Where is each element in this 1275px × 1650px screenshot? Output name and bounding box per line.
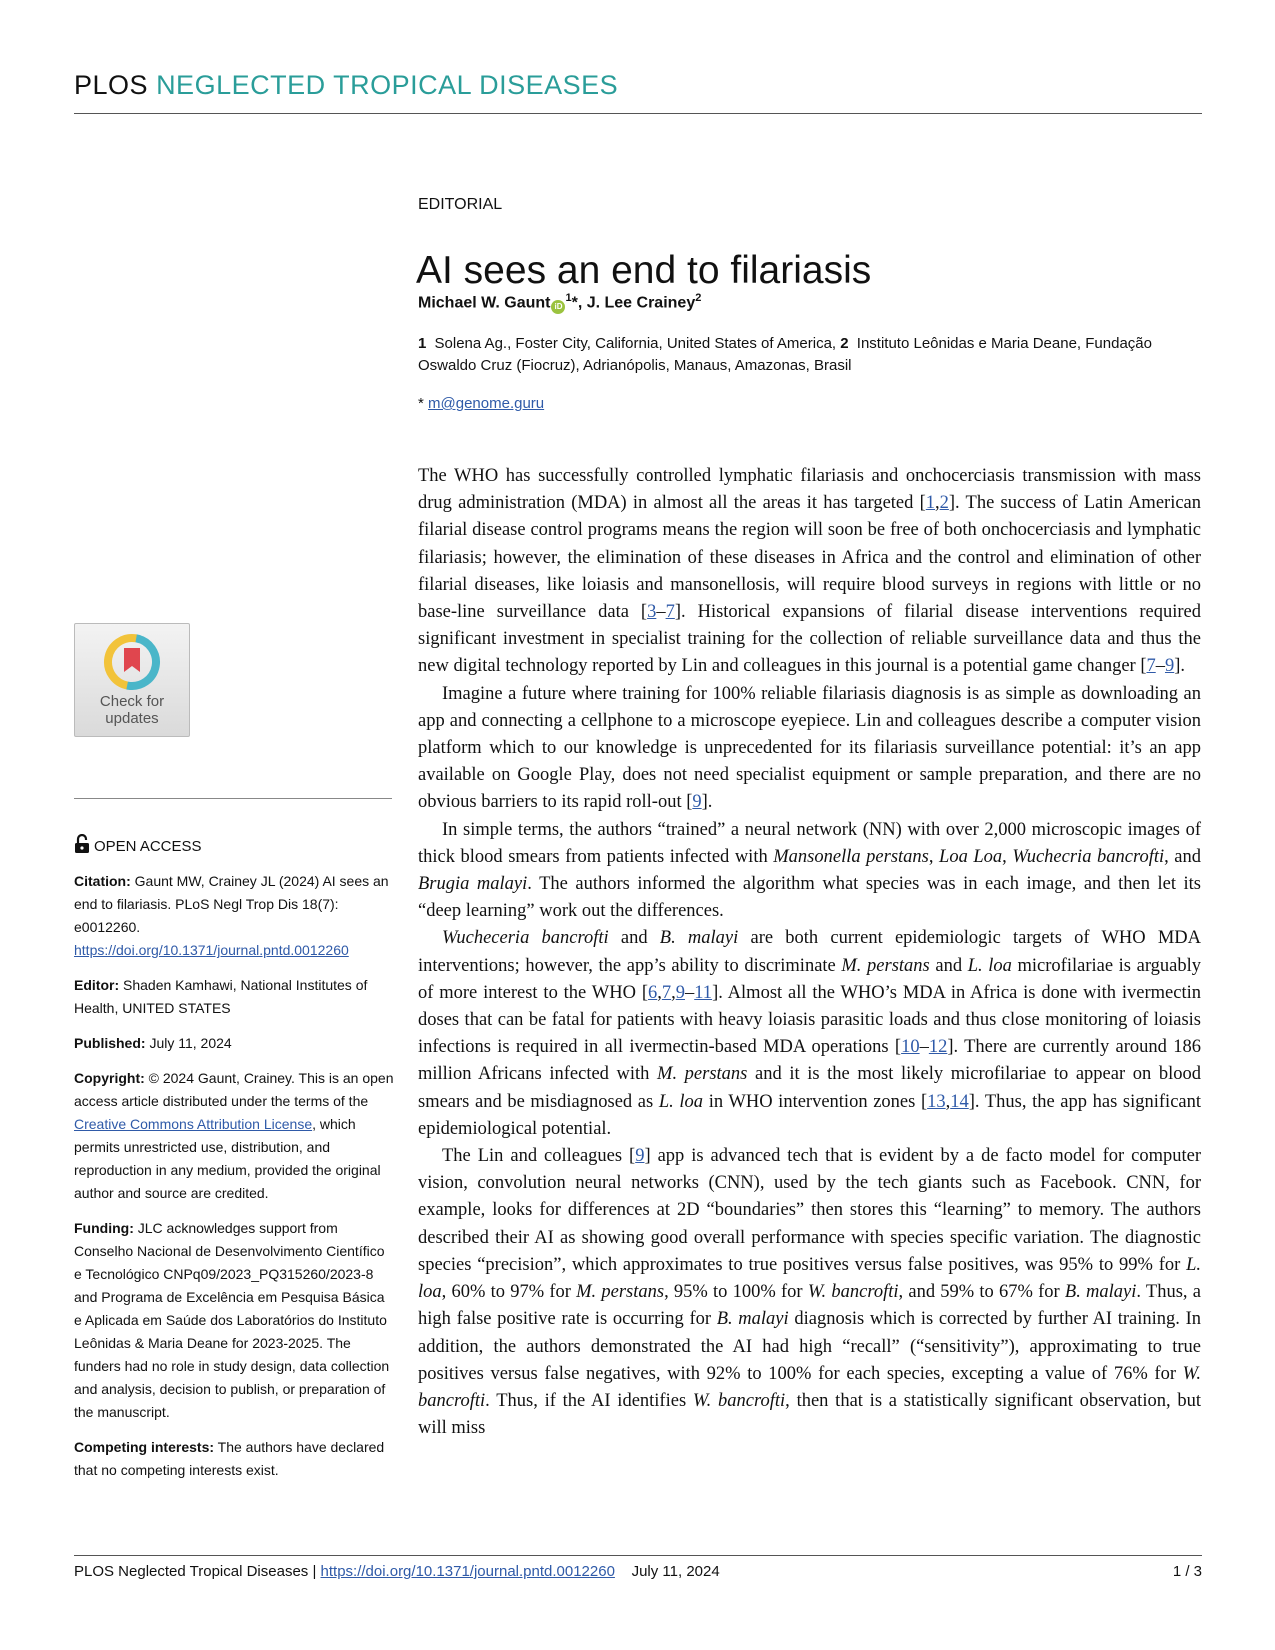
text-run: , then that is a statistically significant observation, but will miss <box>418 1390 1201 1439</box>
badge-label-line: updates <box>105 710 159 727</box>
species-name: W. bancrofti <box>418 1363 1201 1411</box>
text-run: The Lin and colleagues [ <box>442 1146 636 1167</box>
plos-logo-text: PLOS <box>74 70 149 100</box>
text-run: and <box>935 955 963 976</box>
body-paragraph: In simple terms, the authors “trained” a neural network (NN) with over 2,000 microscopic images of thick blood smears from patients infected with Mansonella perstans, Loa Loa, Wuchecria bancrofti, and Brugia malayi. The authors informed the algorithm what species was in each image, and then let its “deep learning” work out the differences. <box>418 819 1202 922</box>
species-name: L. loa <box>967 955 1012 976</box>
badge-label <box>75 693 189 727</box>
reference-link[interactable]: 7 <box>1146 656 1156 677</box>
journal-header <box>74 68 1202 102</box>
body-paragraph <box>418 1143 1201 1442</box>
text-run: . Thus, if the AI identifies <box>485 1390 687 1411</box>
author-name: Michael W. Gaunt <box>418 294 551 312</box>
corresponding-email <box>418 395 544 412</box>
orcid-icon[interactable]: iD <box>551 300 565 314</box>
text-run: , and <box>1164 846 1202 867</box>
journal-brand <box>74 68 1202 102</box>
footer-divider <box>74 1555 1202 1556</box>
text-run: diagnosis which is corrected by further AI training. In addition, the authors demonstrated the AI had high “recall” (“sensitivity”), approximating to true positives versus false negatives, with 92% to 100% for each species, excepting a value of 76% for <box>418 1309 1201 1384</box>
text-run: The WHO has successfully controlled lymphatic filariasis and onchocerciasis transmission with mass drug administration (MDA) in almost all the areas it has targeted [ <box>418 466 1201 514</box>
species-name: L. loa <box>658 1091 704 1112</box>
sidebar-divider <box>74 798 392 799</box>
species-name: M. perstans <box>576 1282 665 1303</box>
species-name: M. perstans <box>657 1064 748 1085</box>
page-footer <box>74 1563 1202 1580</box>
published-date: July 11, 2024 <box>149 1035 232 1051</box>
citation-text: Gaunt MW, Crainey JL (2024) AI sees an end to filariasis. PLoS Negl Trop Dis 18(7): e0012260. <box>74 873 389 935</box>
editor <box>74 974 394 1020</box>
text-run: microfilariae is arguably of more interest to the WHO [ <box>418 955 1202 1003</box>
copyright-text: , which permits unrestricted use, distribution, and reproduction in any medium, provided the original author and source are credited. <box>74 1116 381 1201</box>
footer-journal: PLOS Neglected Tropical Diseases | <box>74 1563 317 1580</box>
text-run: , 60% to 97% for <box>441 1282 571 1303</box>
text-run: and it is the most likely microfilariae to appear on blood smears and be misdiagnosed as <box>418 1064 1201 1112</box>
competing-interests <box>74 1436 394 1482</box>
species-name: Wuchecria bancrofti <box>1012 846 1165 867</box>
affiliation-marker: 2 <box>695 292 702 304</box>
text-run: . Thus, a high false positive rate is occurring for <box>418 1282 1201 1330</box>
reference-link[interactable]: 1 <box>925 493 936 514</box>
citation-doi-link[interactable]: https://doi.org/10.1371/journal.pntd.0012260 <box>74 942 349 958</box>
author-list: Michael W. Gaunt $iD^1*$, J. Lee Crainey$^2$ <box>418 292 701 314</box>
article-type: EDITORIAL <box>418 196 503 213</box>
text-run: and <box>620 928 648 949</box>
copyright-label: Copyright: <box>74 1070 145 1086</box>
editor-text: Shaden Kamhawi, National Institutes of Health, UNITED STATES <box>74 977 368 1016</box>
funding-text: JLC acknowledges support from Conselho Nacional de Desenvolvimento Científico e Tecnológico CNPq09/2023_PQ315260/2023-8 and Programa de Excelência em Pesquisa Básica e Aplicada em Saúde dos Laboratórios do Instituto Leônidas & Maria Deane for 2023-2025. The funders had no role in study design, data collection and analysis, decision to publish, or preparation of the manuscript. <box>74 1220 390 1420</box>
badge-label-line: Check for <box>99 693 165 710</box>
affiliation-marker: 1 <box>565 292 572 304</box>
crossmark-icon <box>102 632 162 692</box>
species-name: Brugia malayi <box>418 874 528 895</box>
species-name: L. loa <box>418 1254 1201 1303</box>
funding <box>74 1217 394 1424</box>
species-name: Mansonella perstans <box>773 846 929 867</box>
species-name: B. malayi <box>716 1309 789 1330</box>
reference-link[interactable]: 9 <box>692 792 702 813</box>
text-run: ]. The success of Latin American filarial disease control programs means the region will soon be free of both onchocerciasis and lymphatic filariasis; however, the elimination of these diseases in Africa and the control and elimination of other filarial diseases, like loiasis and mansonellosis, will require blood surveys in regions with little or no base-line surveillance data [ <box>418 493 1202 623</box>
footer-date: July 11, 2024 <box>631 1563 720 1580</box>
affiliation-number: 1 <box>418 335 427 352</box>
open-access-label <box>74 834 202 855</box>
editor-label: Editor: <box>74 977 120 993</box>
reference-link[interactable]: 7 <box>661 982 672 1003</box>
species-name: W. bancrofti <box>692 1390 786 1411</box>
text-run: ] app is advanced tech that is evident by a de facto model for computer vision, convolution neural networks (CNN), used by the tech giants such as Facebook. CNN, for example, looks for differences at 2D “boundaries” then stores this “learning” to memory. The authors described their AI as showing good overall performance with species specific variation. The diagnostic species “precision”, which approximates to true positives versus false positives, was 95% to 99% for <box>418 1146 1201 1275</box>
text-run: ]. There are currently around 186 million Africans infected with <box>418 1037 1201 1085</box>
text-run: ]. <box>1174 656 1186 677</box>
funding-label: Funding: <box>74 1220 134 1236</box>
published-label: Published: <box>74 1035 146 1051</box>
text-run: are both current epidemiologic targets of WHO MDA interventions; however, the app’s ability to discriminate <box>418 928 1201 976</box>
reference-link[interactable]: 11 <box>694 982 713 1003</box>
reference-link[interactable]: 13 <box>927 1091 946 1112</box>
article-title: AI sees an end to filariasis <box>416 249 872 293</box>
check-for-updates-badge[interactable] <box>74 623 190 737</box>
email-link[interactable]: m@genome.guru <box>428 395 545 412</box>
reference-link[interactable]: 2 <box>939 493 949 514</box>
corresponding-marker: * <box>571 294 578 312</box>
text-run: ]. Thus, the app has significant epidemiological potential. <box>418 1091 1202 1139</box>
reference-link[interactable]: 9 <box>635 1146 645 1167</box>
text-run: ]. Historical expansions of filarial disease interventions required significant investment in specialist training for the collection of reliable surveillance data and thus the new digital technology reported by Lin and colleagues in this journal is a potential game changer [ <box>418 602 1202 677</box>
species-name: W. bancrofti <box>807 1282 899 1303</box>
affiliation-number: 2 <box>840 335 849 352</box>
open-lock-icon <box>74 834 90 854</box>
species-name: Wucheceria bancrofti <box>442 928 609 949</box>
text-run: In simple terms, the authors “trained” a neural network (NN) with over 2,000 microscopic images of thick blood smears from patients infected with <box>418 819 1201 867</box>
text-run: Imagine a future where training for 100% reliable filariasis diagnosis is as simple as downloading an app and connecting a cellphone to a microscope eyepiece. Lin and colleagues describe a computer vision platform which to our knowledge is unprecedented for its filariasis surveillance potential: it’s an app available on Google Play, does not need specialist equipment or sample preparation, and there are no obvious barriers to its rapid roll-out [ <box>418 683 1201 813</box>
copyright-text: © 2024 Gaunt, Crainey. This is an open access article distributed under the terms of the <box>74 1070 394 1109</box>
footer-doi-link[interactable]: https://doi.org/10.1371/journal.pntd.0012260 <box>320 1563 615 1580</box>
open-access-text: OPEN ACCESS <box>94 838 202 855</box>
reference-link[interactable]: 9 <box>675 982 685 1003</box>
body-paragraph <box>418 681 1201 817</box>
reference-link[interactable]: 14 <box>950 1091 969 1112</box>
copyright <box>74 1067 394 1205</box>
text-run: ]. <box>701 792 713 813</box>
text-run: , 95% to 100% for <box>664 1282 803 1303</box>
affiliation-text: Instituto Leônidas e Maria Deane, Fundação Oswaldo Cruz (Fiocruz), Adrianópolis, Manaus, Amazonas, Brasil <box>418 335 1152 374</box>
text-run: . The authors informed the algorithm what species was in each image, and then let its “deep learning” work out the differences. <box>418 874 1201 922</box>
article-metadata <box>74 870 394 1494</box>
competing-interests-text: The authors have declared that no competing interests exist. <box>74 1439 385 1478</box>
body-paragraph: Wucheceria bancrofti and B. malayi are both current epidemiologic targets of WHO MDA interventions; however, the app’s ability to discriminate M. perstans and L. loa microfilariae is arguably of more interest to the WHO [6,7,9–11]. Almost all the WHO’s MDA in Africa is done with ivermectin doses that can be fatal for patients with heavy loiasis parasitic loads and thus close monitoring of loiasis infections is required in all ivermectin-based MDA operations [10–12]. There are currently around 186 million Africans infected with M. perstans and it is the most likely microfilariae to appear on blood smears and be misdiagnosed as L. loa in WHO intervention zones [13,14]. Thus, the app has significant epidemiological potential. <box>418 928 1202 1139</box>
text-run: , and 59% to 67% for <box>898 1282 1060 1303</box>
reference-link[interactable]: 10 <box>901 1037 920 1058</box>
affiliations <box>418 333 1208 377</box>
citation <box>74 870 394 962</box>
article-body <box>418 463 1201 1442</box>
header-divider <box>74 113 1202 114</box>
reference-link[interactable]: 12 <box>928 1037 948 1058</box>
reference-link[interactable]: 7 <box>665 602 675 623</box>
text-run: in WHO intervention zones [ <box>708 1091 928 1112</box>
reference-link[interactable]: 6 <box>647 982 658 1003</box>
body-paragraph: The WHO has successfully controlled lymphatic filariasis and onchocerciasis transmission with mass drug administration (MDA) in almost all the areas it has targeted [1,2]. The success of Latin American filarial disease control programs means the region will soon be free of both onchocerciasis and lymphatic filariasis; however, the elimination of these diseases in Africa and the control and elimination of other filarial diseases, like loiasis and mansonellosis, will require blood surveys in regions with little or no base-line surveillance data [3–7]. Historical expansions of filarial disease interventions required significant investment in specialist training for the collection of reliable surveillance data and thus the new digital technology reported by Lin and colleagues in this journal is a potential game changer [7–9]. <box>418 466 1202 677</box>
citation-label: Citation: <box>74 873 131 889</box>
reference-link[interactable]: 3 <box>647 602 657 623</box>
reference-link[interactable]: 9 <box>1164 656 1175 677</box>
affiliation-text: Solena Ag., Foster City, California, United States of America, <box>434 335 837 352</box>
text-run: ]. Almost all the WHO’s MDA in Africa is done with ivermectin doses that can be fatal for patients with heavy loiasis parasitic loads and thus close monitoring of loiasis infections is required in all ivermectin-based MDA operations [ <box>418 982 1201 1058</box>
species-name: B. malayi <box>1064 1282 1137 1303</box>
species-name: M. perstans <box>841 955 930 976</box>
journal-name: NEGLECTED TROPICAL DISEASES <box>156 70 619 100</box>
published <box>74 1032 394 1055</box>
species-name: B. malayi <box>659 928 739 949</box>
license-link[interactable]: Creative Commons Attribution License <box>74 1116 313 1132</box>
page-number: 1 / 3 <box>1172 1563 1202 1580</box>
email-marker: * <box>418 395 424 412</box>
species-name: Loa Loa <box>939 846 1003 867</box>
competing-interests-label: Competing interests: <box>74 1439 215 1455</box>
author-name: J. Lee Crainey <box>586 294 696 312</box>
